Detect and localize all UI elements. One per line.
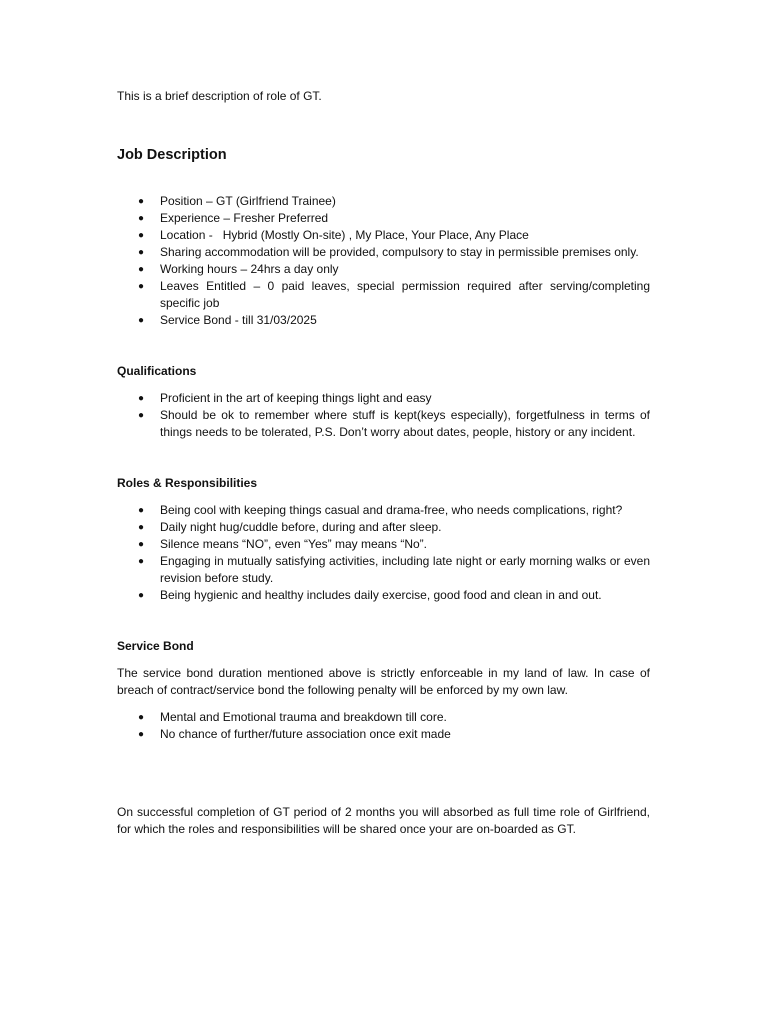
bullet-icon: ● [138,729,145,740]
bullet-icon: ● [138,315,145,326]
bullet-icon: ● [138,590,145,601]
list-item: ● Leaves Entitled – 0 paid leaves, special permission required after serving/completing specific job [138,279,650,310]
list-item: ● Service Bond - till 31/03/2025 [138,313,317,327]
bullet-icon: ● [138,522,145,533]
bullet-icon: ● [138,505,145,516]
list-item: ● Experience – Fresher Preferred [138,211,329,225]
list-item: ● Should be ok to remember where stuff is kept(keys especially), forgetfulness in terms of things needs to be tolerated, P.S. Don’t worry about dates, people, history or any incident. [138,408,650,439]
list-item: ● Being hygienic and healthy includes daily exercise, good food and clean in and out. [138,588,602,602]
bullet-icon: ● [138,281,145,292]
list-item: ● Silence means “NO”, even “Yes” may means “No”. [138,537,427,551]
bullet-icon: ● [138,410,145,421]
bullet-icon: ● [138,539,145,550]
qualifications-heading: Qualifications [117,364,197,378]
bullet-icon: ● [138,264,145,275]
bullet-icon: ● [138,196,145,207]
list-item: ● Being cool with keeping things casual and drama-free, who needs complications, right? [138,503,623,517]
bullet-icon: ● [138,712,145,723]
list-item: ● Location - Hybrid (Mostly On-site) , My Place, Your Place, Any Place [138,228,529,242]
bullet-icon: ● [138,213,145,224]
roles-heading: Roles & Responsibilities [117,476,258,490]
bullet-icon: ● [138,393,145,404]
roles-list [117,502,650,604]
list-item: ● Position – GT (Girlfriend Trainee) [138,194,336,208]
service-bond-text: The service bond duration mentioned above is strictly enforceable in my land of law. In case of breach of contract/service bond the following penalty will be enforced by my own law. [117,666,650,697]
job-description-heading: Job Description [117,147,227,163]
qualifications-list [117,390,650,441]
job-description-list [117,193,650,329]
list-item: ● Working hours – 24hrs a day only [138,262,339,276]
bullet-icon: ● [138,230,145,241]
list-item: ● Proficient in the art of keeping things light and easy [138,391,432,405]
list-item: ● Mental and Emotional trauma and breakdown till core. [138,710,447,724]
list-item: ● Sharing accommodation will be provided, compulsory to stay in permissible premises only. [138,245,639,259]
list-item: ● Engaging in mutually satisfying activities, including late night or early morning walks or even revision before study. [138,554,650,585]
bullet-icon: ● [138,247,145,258]
list-item: ● No chance of further/future association once exit made [138,727,451,741]
document-page [117,86,650,838]
list-item: ● Daily night hug/cuddle before, during and after sleep. [138,520,442,534]
service-bond-heading: Service Bond [117,639,194,653]
intro-text: This is a brief description of role of GT. [117,89,322,103]
closing-text: On successful completion of GT period of 2 months you will absorbed as full time role of Girlfriend, for which the roles and responsibilities will be shared once your are on-boarded as GT. [117,805,650,836]
service-bond-list [117,709,650,743]
bullet-icon: ● [138,556,145,567]
